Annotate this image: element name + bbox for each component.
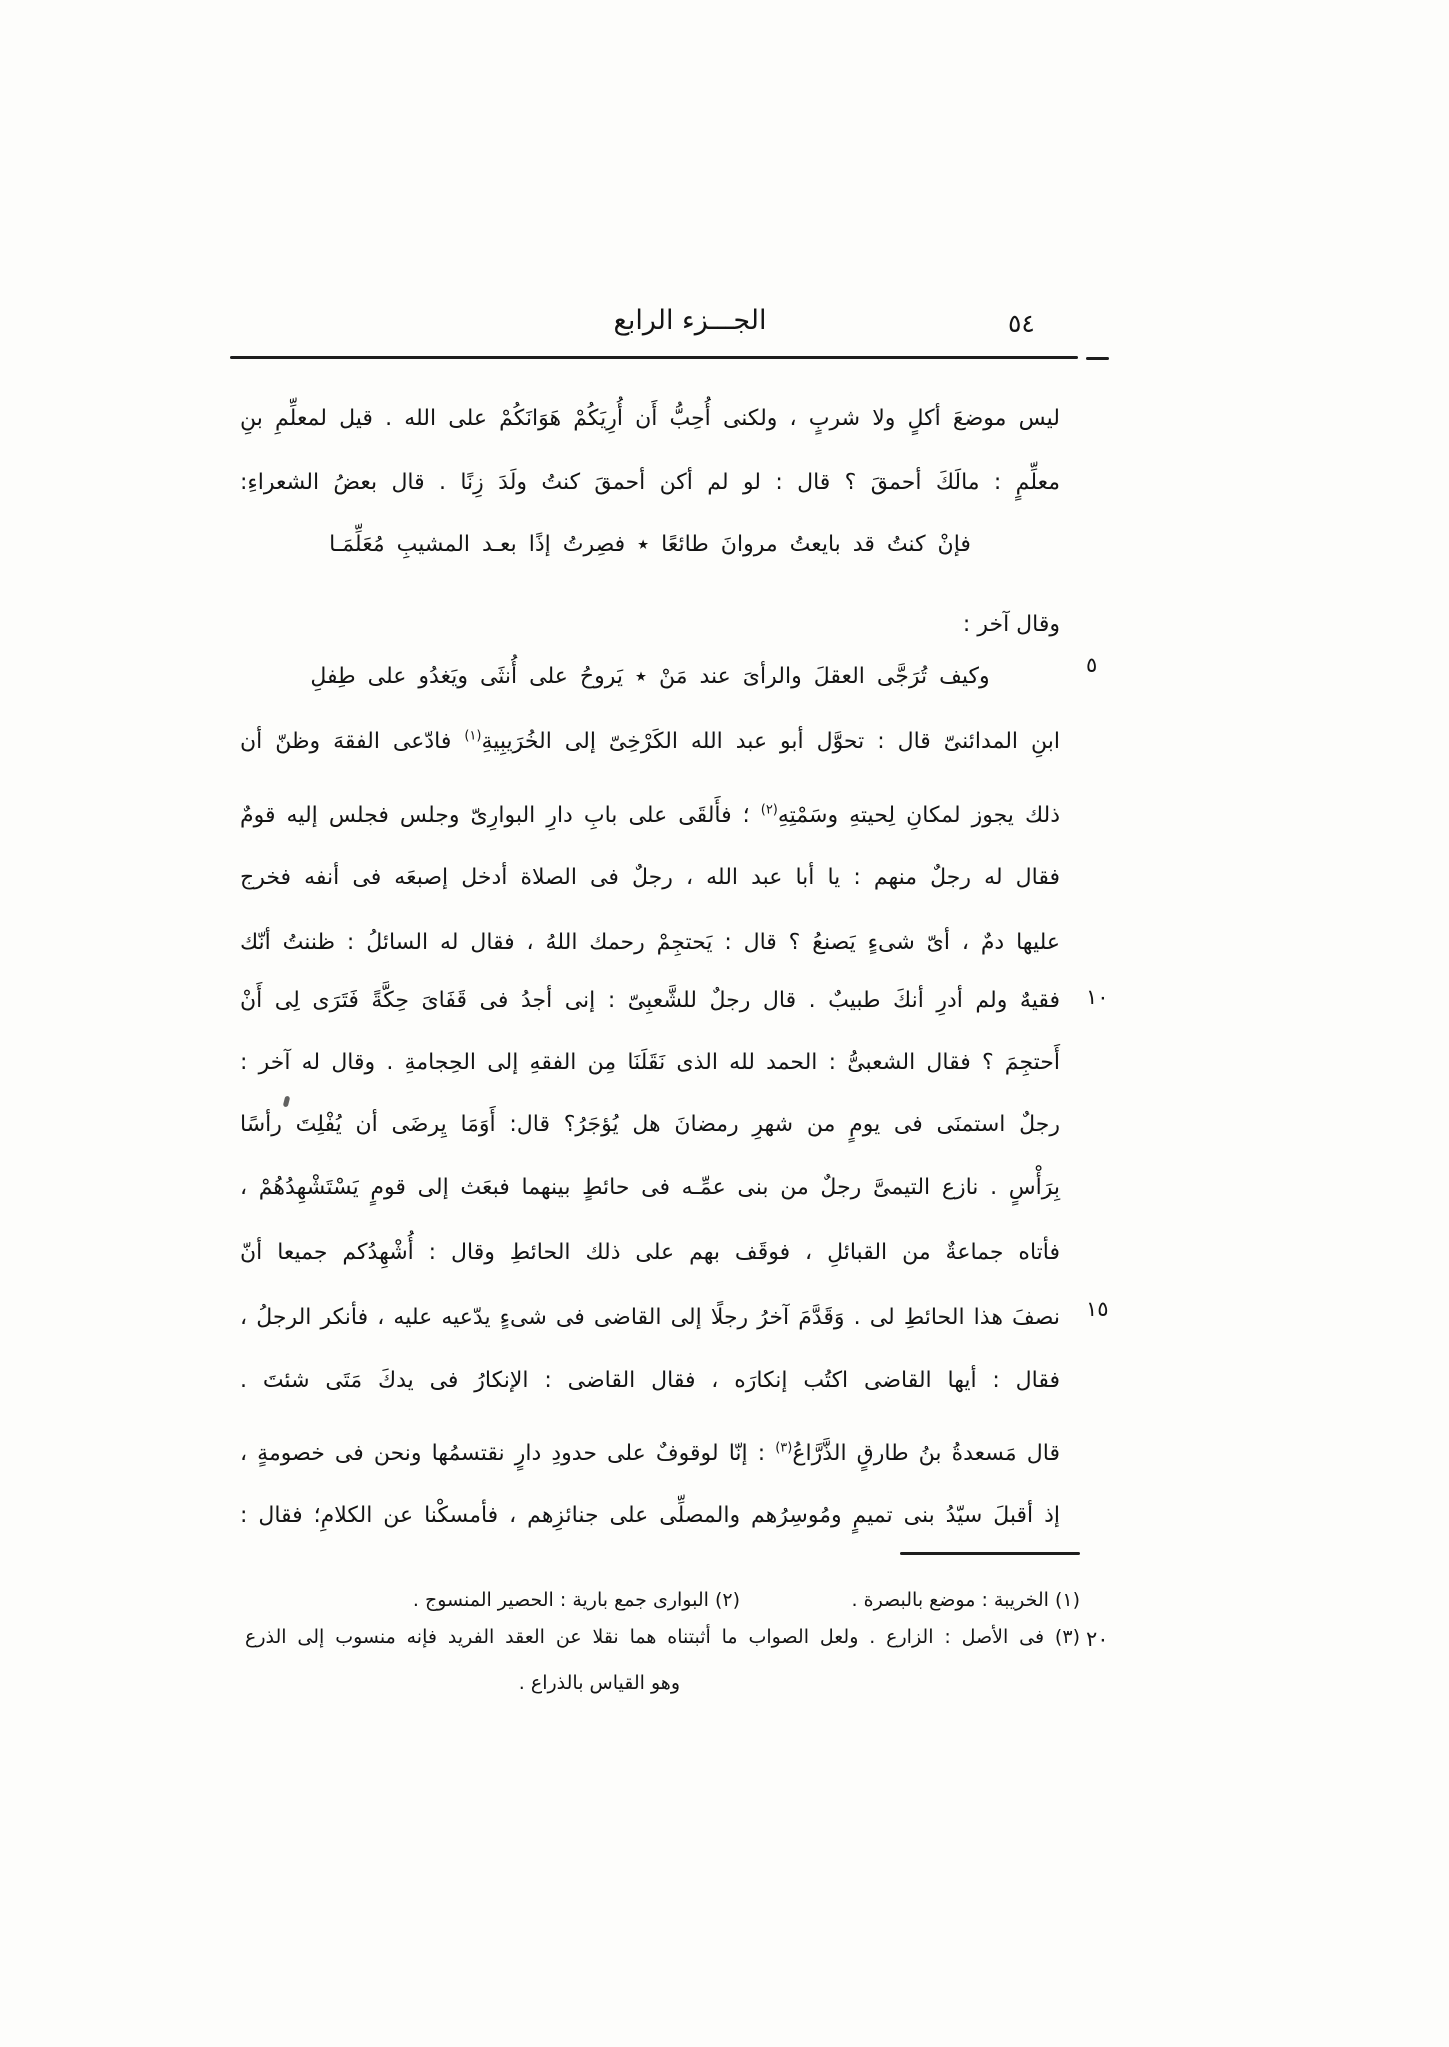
- margin-line-number-10: ١٠: [1086, 985, 1109, 1009]
- page-number: ٥٤: [1008, 309, 1035, 338]
- body-line: فأتاه جماعةٌ من القبائلِ ، فوقَف بهم على ذلك الحائطِ وقال : أُشْهِدُكم جميعا أنّ: [240, 1240, 1060, 1265]
- margin-line-number-20: ٢٠: [1086, 1627, 1109, 1651]
- body-line: ابنِ المدائنىّ قال : تحوَّل أبو عبد الله الكَرْخِىّ إلى الخُرَيبِيةِ$^{(١)}$ فادّعى الفقهَ وظنّ أن: [240, 728, 1060, 754]
- body-line: وقال آخر :: [962, 612, 1060, 637]
- body-line: قال مَسعدةُ بنُ طارقٍ الذَّرَّاعُ$^{(٣)}$ : إنّا لوقوفٌ على حدودِ دارٍ نقتسمُها ونحن فى خصومةٍ ،: [240, 1440, 1060, 1466]
- body-line: فقال له رجلٌ منهم : يا أبا عبد الله ، رجلٌ فى الصلاة أدخل إصبعَه فى أنفه فخرج: [240, 865, 1060, 890]
- footnote-separator: [900, 1552, 1080, 1555]
- body-line: إذ أقبلَ سيّدُ بنى تميمٍ ومُوسِرُهم والمصلِّى على جنائزِهم ، فأمسكْنا عن الكلامِ؛ فقال :: [240, 1503, 1060, 1528]
- running-title: الجـــزء الرابع: [613, 305, 767, 336]
- body-line: بِرَأْسٍ . نازع التيمىَّ رجلٌ من بنى عمِّـه فى حائطٍ بينهما فبعَث إلى قومٍ يَسْتَشْهِدُهُمْ ،: [240, 1175, 1060, 1200]
- verse-line: فإنْ كنتُ قد بايعتُ مروانَ طائعًا ٭ فصِرتُ إذًا بعـد المشيبِ مُعَلِّمَـا: [329, 532, 971, 557]
- margin-line-number-5: ٥: [1086, 653, 1098, 677]
- footnote-2: (٢) البوارى جمع بارية : الحصير المنسوج .: [412, 1589, 740, 1611]
- header-rule-dash: [1086, 357, 1109, 360]
- margin-line-number-15: ١٥: [1086, 1297, 1109, 1321]
- body-line: معلِّمٍ : مالَكَ أحمقَ ؟ قال : لو لم أكن أحمقَ كنتُ ولَدَ زِنًا . قال بعضُ الشعراءِ:: [240, 470, 1060, 495]
- verse-line: وكيف تُرَجَّى العقلَ والرأىَ عند مَنْ ٭ يَروحُ على أُنثَى ويَغدُو على طِفلِ: [310, 664, 990, 689]
- body-line: أَحتجِمَ ؟ فقال الشعبىُّ : الحمد لله الذى نَقَلَنَا مِن الفقهِ إلى الحِجامةِ . وقال له آخر :: [240, 1050, 1060, 1075]
- body-line: عليها دمٌ ، أىّ شىءٍ يَصنعُ ؟ قال : يَحتجِمْ رحمك اللهُ ، فقال له السائلُ : ظننتُ أنّك: [240, 930, 1060, 955]
- body-line: فقال : أيها القاضى اكتُب إنكارَه ، فقال القاضى : الإنكارُ فى يدكَ مَتَى شئتَ .: [240, 1368, 1060, 1393]
- body-line: رجلٌ استمنَى فى يومٍ من شهرِ رمضانَ هل يُؤجَرُ؟ قال: أَوَمَا يِرضَى أن يُفْلِتَ رأسًا: [240, 1112, 1060, 1137]
- body-line: نصفَ هذا الحائطِ لى . وَقَدَّمَ آخرُ رجلًا إلى القاضى فى شىءٍ يدّعيه عليه ، فأنكر الرجلُ ،: [240, 1305, 1060, 1330]
- body-line: ذلك يجوز لمكانِ لِحيتهِ وسَمْتِهِ$^{(٢)}$ ؛ فأَلقَى على بابِ دارِ البوارِىّ وجلس فجلس إليه قومٌ: [240, 802, 1061, 828]
- header-rule: [230, 356, 1078, 359]
- footnote-1: (١) الخريبة : موضع بالبصرة .: [851, 1589, 1080, 1611]
- body-line: فقيهٌ ولم أدرِ أنكَ طبيبٌ . قال رجلٌ للشَّعبِىّ : إنى أجدُ فى قَفَاىَ حِكَّةً فَتَرَى لِى أَنْ: [240, 988, 1060, 1013]
- footnote-3-continuation: وهو القياس بالذراع .: [518, 1672, 680, 1694]
- footnote-3: (٣) فى الأصل : الزارع . ولعل الصواب ما أثبتناه هما نقلا عن العقد الفريد فإنه منسوب إلى الذرع: [245, 1626, 1080, 1648]
- body-line: ليس موضعَ أكلٍ ولا شربٍ ، ولكنى أُحِبُّ أَن أُرِيَكُمْ هَوَانَكُمْ على الله . قيل لمعلِّمِ بنِ: [240, 406, 1060, 431]
